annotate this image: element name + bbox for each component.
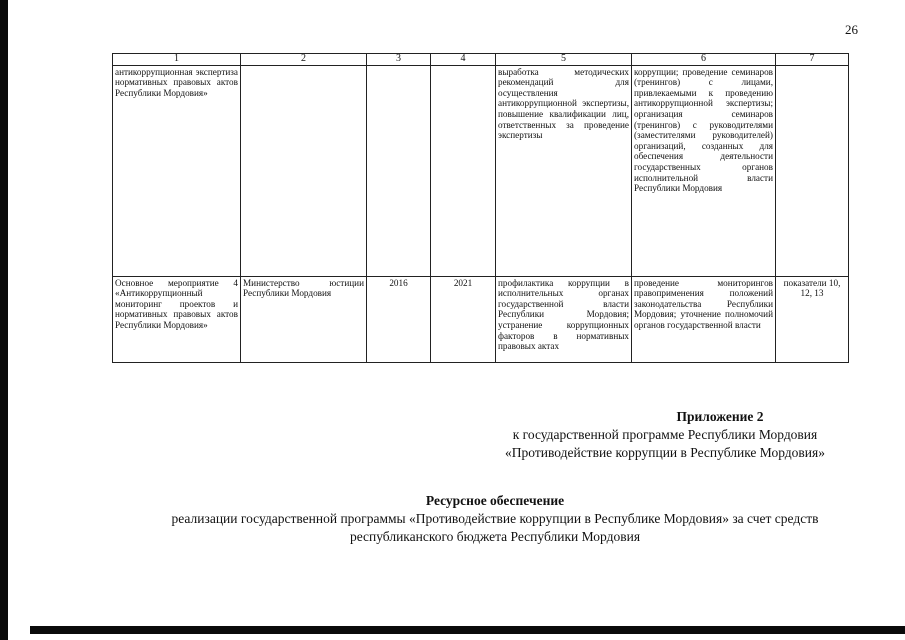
table-cell: 2021 — [431, 276, 496, 362]
page-number: 26 — [845, 22, 858, 37]
table-cell — [776, 65, 849, 276]
resource-line: реализации государственной программы «Противодействие коррупции в Республике Мордовия» за счет средств — [171, 511, 819, 526]
scan-left-edge — [0, 0, 8, 640]
appendix-block — [430, 408, 900, 462]
table-cell: Министерство юстиции Республики Мордовия — [241, 276, 367, 362]
table-cell — [431, 65, 496, 276]
column-header: 5 — [496, 54, 632, 66]
column-header: 3 — [367, 54, 431, 66]
table-cell: профилактика коррупции в исполнительных органах государственной власти Республики Мордовия; устранение коррупционных факторов в нормативных правовых актах — [496, 276, 632, 362]
appendix-line: к государственной программе Республики Мордовия — [512, 427, 818, 442]
resource-title: Ресурсное обеспечение — [425, 493, 565, 508]
table-row — [113, 276, 849, 362]
column-header: 1 — [113, 54, 241, 66]
column-header: 4 — [431, 54, 496, 66]
table-row — [113, 65, 849, 276]
resource-block — [120, 492, 870, 546]
table-cell: выработка методических рекомендаций для осуществления антикоррупционной экспертизы, повышение квалификации лиц, ответственных за проведение экспертизы — [496, 65, 632, 276]
resource-line: республиканского бюджета Республики Мордовия — [349, 529, 641, 544]
appendix-title: Приложение 2 — [676, 409, 764, 424]
table-cell: проведение мониторингов правоприменения положений законодательства Республики Мордовия; уточнение полномочий органов государственной власти — [632, 276, 776, 362]
table-cell — [367, 65, 431, 276]
table-cell: 2016 — [367, 276, 431, 362]
table-cell: антикоррупционная экспертиза нормативных правовых актов Республики Мордовия» — [113, 65, 241, 276]
measures-table — [112, 53, 849, 363]
column-header: 7 — [776, 54, 849, 66]
column-header: 6 — [632, 54, 776, 66]
table-cell: Основное мероприятие 4 «Антикоррупционный мониторинг проектов и нормативных правовых актов Республики Мордовия» — [113, 276, 241, 362]
appendix-line: «Противодействие коррупции в Республике Мордовия» — [505, 445, 825, 460]
table-cell — [241, 65, 367, 276]
table-cell: показатели 10, 12, 13 — [776, 276, 849, 362]
table-cell: коррупции; проведение семинаров (тренингов) с лицами, привлекаемыми к проведению антикоррупционной экспертизы; организация семинаров (тренингов) с руководителями (заместителями руководителей) организаций, созданных для обеспечения деятельности государственных органов исполнительной власти Республики Мордовия — [632, 65, 776, 276]
scan-bottom-edge — [30, 626, 905, 634]
column-header: 2 — [241, 54, 367, 66]
table-header-row — [113, 54, 849, 66]
